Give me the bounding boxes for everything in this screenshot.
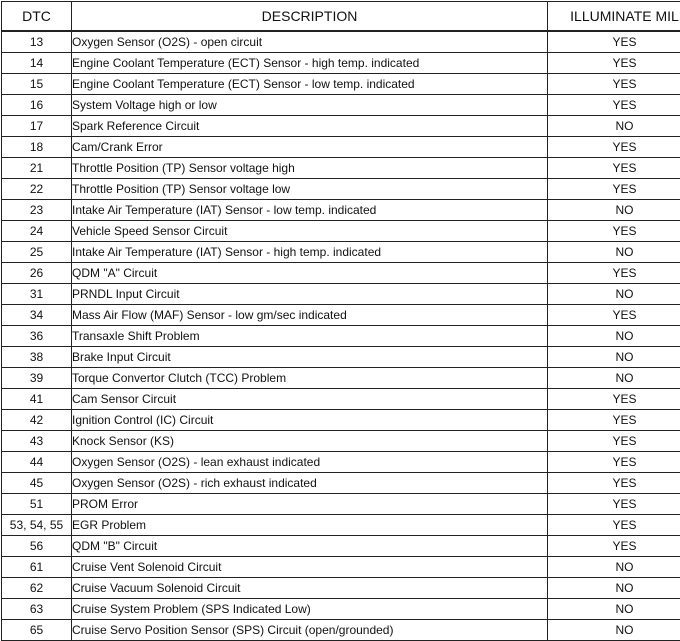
description-cell: Knock Sensor (KS) — [72, 431, 548, 452]
table-row — [2, 158, 680, 179]
illuminate-mil-cell: YES — [548, 494, 680, 515]
description-cell: Oxygen Sensor (O2S) - lean exhaust indicated — [72, 452, 548, 473]
illuminate-mil-cell: YES — [548, 221, 680, 242]
description-cell: Transaxle Shift Problem — [72, 326, 548, 347]
description-cell: System Voltage high or low — [72, 95, 548, 116]
dtc-code-cell: 42 — [2, 410, 72, 431]
dtc-code-cell: 36 — [2, 326, 72, 347]
dtc-code-cell: 17 — [2, 116, 72, 137]
illuminate-mil-cell: YES — [548, 179, 680, 200]
dtc-code-cell: 21 — [2, 158, 72, 179]
illuminate-mil-cell: NO — [548, 326, 680, 347]
table-row — [2, 305, 680, 326]
description-cell: Spark Reference Circuit — [72, 116, 548, 137]
dtc-code-cell: 38 — [2, 347, 72, 368]
dtc-code-cell: 15 — [2, 74, 72, 95]
description-cell: PROM Error — [72, 494, 548, 515]
description-cell: Intake Air Temperature (IAT) Sensor - low temp. indicated — [72, 200, 548, 221]
table-row — [2, 620, 680, 641]
dtc-code-cell: 31 — [2, 284, 72, 305]
description-cell: Cruise Vacuum Solenoid Circuit — [72, 578, 548, 599]
dtc-code-cell: 41 — [2, 389, 72, 410]
description-cell: EGR Problem — [72, 515, 548, 536]
table-row — [2, 95, 680, 116]
table-row — [2, 53, 680, 74]
table-row — [2, 179, 680, 200]
description-cell: Cam Sensor Circuit — [72, 389, 548, 410]
description-column-header: DESCRIPTION — [72, 2, 548, 32]
dtc-code-cell: 63 — [2, 599, 72, 620]
illuminate-mil-cell: NO — [548, 620, 680, 641]
table-row — [2, 284, 680, 305]
dtc-code-cell: 34 — [2, 305, 72, 326]
dtc-code-cell: 23 — [2, 200, 72, 221]
table-row — [2, 515, 680, 536]
dtc-column-header: DTC — [2, 2, 72, 32]
dtc-code-cell: 14 — [2, 53, 72, 74]
illuminate-mil-cell: NO — [548, 200, 680, 221]
description-cell: Cam/Crank Error — [72, 137, 548, 158]
description-cell: Oxygen Sensor (O2S) - open circuit — [72, 31, 548, 53]
table-row — [2, 473, 680, 494]
description-cell: QDM "B" Circuit — [72, 536, 548, 557]
table-row — [2, 452, 680, 473]
dtc-code-cell: 61 — [2, 557, 72, 578]
dtc-code-cell: 18 — [2, 137, 72, 158]
table-row — [2, 431, 680, 452]
table-header — [2, 2, 680, 32]
illuminate-mil-cell: YES — [548, 515, 680, 536]
dtc-table — [1, 1, 680, 641]
table-row — [2, 31, 680, 53]
illuminate-mil-cell: YES — [548, 536, 680, 557]
header-row — [2, 2, 680, 32]
illuminate-mil-cell: YES — [548, 74, 680, 95]
table-row — [2, 116, 680, 137]
description-cell: Mass Air Flow (MAF) Sensor - low gm/sec indicated — [72, 305, 548, 326]
illuminate-mil-cell: NO — [548, 347, 680, 368]
description-cell: Throttle Position (TP) Sensor voltage low — [72, 179, 548, 200]
table-row — [2, 410, 680, 431]
illuminate-mil-cell: NO — [548, 116, 680, 137]
description-cell: Throttle Position (TP) Sensor voltage high — [72, 158, 548, 179]
description-cell: Brake Input Circuit — [72, 347, 548, 368]
illuminate-mil-cell: NO — [548, 599, 680, 620]
table-row — [2, 494, 680, 515]
description-cell: PRNDL Input Circuit — [72, 284, 548, 305]
table-row — [2, 578, 680, 599]
table-row — [2, 326, 680, 347]
description-cell: Intake Air Temperature (IAT) Sensor - high temp. indicated — [72, 242, 548, 263]
dtc-code-cell: 56 — [2, 536, 72, 557]
illuminate-mil-cell: YES — [548, 31, 680, 53]
table-row — [2, 368, 680, 389]
illuminate-mil-cell: NO — [548, 284, 680, 305]
dtc-code-cell: 45 — [2, 473, 72, 494]
description-cell: Oxygen Sensor (O2S) - rich exhaust indicated — [72, 473, 548, 494]
description-cell: Cruise Servo Position Sensor (SPS) Circuit (open/grounded) — [72, 620, 548, 641]
description-cell: Torque Convertor Clutch (TCC) Problem — [72, 368, 548, 389]
dtc-code-cell: 44 — [2, 452, 72, 473]
dtc-code-cell: 26 — [2, 263, 72, 284]
table-row — [2, 221, 680, 242]
illuminate-mil-cell: YES — [548, 305, 680, 326]
illuminate-mil-cell: NO — [548, 368, 680, 389]
dtc-code-cell: 65 — [2, 620, 72, 641]
illuminate-mil-cell: YES — [548, 158, 680, 179]
description-cell: QDM "A" Circuit — [72, 263, 548, 284]
table-row — [2, 557, 680, 578]
illuminate-mil-cell: YES — [548, 389, 680, 410]
description-cell: Engine Coolant Temperature (ECT) Sensor - high temp. indicated — [72, 53, 548, 74]
illuminate-mil-cell: YES — [548, 431, 680, 452]
table-row — [2, 347, 680, 368]
illuminate-mil-cell: YES — [548, 410, 680, 431]
description-cell: Ignition Control (IC) Circuit — [72, 410, 548, 431]
dtc-code-cell: 22 — [2, 179, 72, 200]
table-row — [2, 200, 680, 221]
illuminate-mil-cell: YES — [548, 263, 680, 284]
table-row — [2, 536, 680, 557]
illuminate-mil-cell: YES — [548, 53, 680, 74]
illuminate-mil-column-header: ILLUMINATE MIL — [548, 2, 680, 32]
illuminate-mil-cell: NO — [548, 578, 680, 599]
table-body — [2, 31, 680, 641]
description-cell: Engine Coolant Temperature (ECT) Sensor - low temp. indicated — [72, 74, 548, 95]
description-cell: Vehicle Speed Sensor Circuit — [72, 221, 548, 242]
illuminate-mil-cell: YES — [548, 452, 680, 473]
dtc-code-cell: 16 — [2, 95, 72, 116]
table-row — [2, 599, 680, 620]
illuminate-mil-cell: YES — [548, 95, 680, 116]
dtc-code-cell: 25 — [2, 242, 72, 263]
illuminate-mil-cell: NO — [548, 557, 680, 578]
illuminate-mil-cell: YES — [548, 473, 680, 494]
description-cell: Cruise Vent Solenoid Circuit — [72, 557, 548, 578]
dtc-code-cell: 13 — [2, 31, 72, 53]
dtc-code-cell: 51 — [2, 494, 72, 515]
dtc-code-cell: 39 — [2, 368, 72, 389]
dtc-code-cell: 53, 54, 55 — [2, 515, 72, 536]
dtc-code-cell: 24 — [2, 221, 72, 242]
table-row — [2, 263, 680, 284]
illuminate-mil-cell: NO — [548, 242, 680, 263]
dtc-code-cell: 62 — [2, 578, 72, 599]
description-cell: Cruise System Problem (SPS Indicated Low) — [72, 599, 548, 620]
table-row — [2, 389, 680, 410]
table-row — [2, 74, 680, 95]
illuminate-mil-cell: YES — [548, 137, 680, 158]
dtc-code-cell: 43 — [2, 431, 72, 452]
table-row — [2, 242, 680, 263]
table-row — [2, 137, 680, 158]
